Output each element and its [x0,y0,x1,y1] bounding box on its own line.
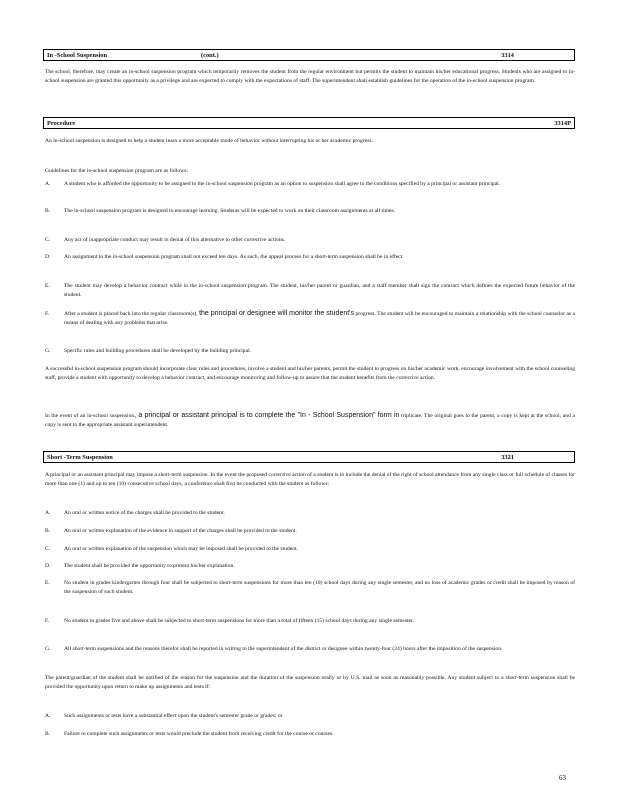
short-term-item [45,617,575,626]
item-key: A. [45,181,51,187]
guideline-item [45,180,575,189]
guideline-item [45,207,575,216]
short-term-item [45,527,575,536]
item-key: B. [45,208,51,214]
section-number: 3314 [501,52,514,59]
section-title: In -School Suspension [47,52,108,59]
item-text: The student may develop a behavior contract while in the in-school suspension program. The student, his/her parent or guardian, and a staff member shall sign the contract which defines the expected future behavior of the student. [64,283,575,298]
final-item [45,712,575,721]
section-header-short-term-suspension [43,451,575,463]
item-text: An oral or written explanation of the evidence in support of the charges shall be provided to the student. [64,528,297,534]
item-text [64,310,575,327]
item-text: Specific rules and building procedures shall be developed by the building principal. [64,348,252,354]
event-paragraph [45,412,575,429]
short-term-item [45,645,575,654]
item-text-part: progress. The student will be encouraged to maintain a relationship with the school counselor as a means of dealing with any problems that arise. [64,311,575,326]
item-key: F. [45,618,50,624]
item-key: G. [45,646,51,652]
item-text: An oral or written explanation of the suspension which may be imposed shall be provided to the student. [64,546,298,552]
item-text: Such assignments or tests have a substantial effect upon the student's semester grade or grades; or [64,713,283,719]
section-title: Procedure [47,120,76,127]
procedure-intro: An in-school suspension is designed to help a student learn a more acceptable mode of behavior without interrupting his or her academic progress. [45,138,373,144]
item-text: No student in grades five and above shall be subjected to short-term suspensions for more than a total of fifteen (15) school days during any single semester. [64,618,414,624]
section-number: 3314P [554,120,571,127]
item-text: Failure to complete such assignments or tests would preclude the student from receiving credit for the course or courses. [64,731,334,737]
short-term-item [45,545,575,554]
item-key: C. [45,546,51,552]
guideline-item [45,310,575,327]
section-header-in-school-suspension [43,49,575,61]
short-term-intro: A principal or an assistant principal may impose a short-term suspension. In the event the proposed corrective action of a student is to include the denial of the right of school attendance from any single class or full schedule of classes for more than one (1) and up to ten (10) consecutive school days, a conference shall first be conducted with the student as follows: [45,472,575,487]
event-text-c: triplicate. The original goes to the parent, a copy is kept at the school, and a copy is sent to the appropriate assistant superintendent. [45,413,575,428]
item-key: B. [45,528,51,534]
event-text-b: , a principal or assistant principal is to complete the "In - School Suspension" form in [134,412,400,419]
guideline-item [45,282,575,299]
page-number: 63 [559,774,566,782]
item-key: A. [45,713,51,719]
guidelines-intro: Guidelines for the in-school suspension program are as follows: [45,168,188,174]
final-item [45,730,575,739]
item-key: E. [45,580,50,586]
successful-paragraph: A successful in-school suspension program should incorporate clear rules and procedures, involve a student and his/her parents, permit the student to progress on his/her academic work, encourage involvement with the school counseling staff, provide a student with opportunity to develop a behavior contract, and encourage monitoring and follow-up to assure that the student benefits from the corrective action. [45,366,575,381]
item-text: The in-school suspension program is designed to encourage learning. Students will be expected to work on their classroom assignments at all times. [64,208,396,214]
section-title: Short -Term Suspension [47,454,113,461]
item-key: E. [45,283,50,289]
parent-notice-paragraph: The parent/guardian of the student shall be notified of the reason for the suspension and the duration of the suspension orally or by U.S. mail as soon as reasonably possible. Any student subject to a short-term suspension shall be provided the opportunity upon return to make up assignments and tests if: [45,675,575,690]
guideline-item [45,347,575,356]
item-text: An oral or written notice of the charges shall be provided to the student. [64,510,225,516]
item-text-emphasis: the principal or designee will monitor the student's [199,310,355,317]
short-term-item [45,579,575,596]
item-text: The student shall be provided the opportunity to present his/her explanation. [64,563,235,569]
item-key: C. [45,237,51,243]
item-key: A. [45,510,51,516]
event-text-a: In the event of an in-school suspension [45,413,135,419]
item-key: G. [45,348,51,354]
item-key: D. [45,254,51,260]
item-text: All short-term suspensions and the reasons therefor shall be reported in writing to the superintendent of the district or designee within twenty-four (24) hours after the imposition of the suspension. [64,646,503,652]
intro-paragraph: The school, therefore, may create an in-school suspension program which temporarily removes the student from the regular environment but permits the student to maintain his/her educational progress. Students who are assigned to in-school suspension are granted this opportunity as a privilege and are expected to comply with the expectations of staff. The superintendent shall establish guidelines for the operation of the in-school suspension program. [45,69,575,84]
item-key: F. [45,311,50,317]
item-text: An assignment to the in-school suspension program shall not exceed ten days. As such, the appeal process for a short-term suspension shall be in effect. [64,254,404,260]
section-number: 3321 [501,454,514,461]
section-header-procedure [43,117,575,129]
item-key: B. [45,731,51,737]
section-cont: (cont.) [201,52,219,59]
short-term-item [45,562,575,571]
item-text: A student who is afforded the opportunity to be assigned to the in-school suspension program as an option to suspension shall agree to the conditions specified by a principal or assistant principal. [64,181,501,187]
item-text: Any act of inappropriate conduct may result in denial of this alternative to other corrective actions. [64,237,286,243]
item-key: D. [45,563,51,569]
item-text-part: After a student is placed back into the regular classroom(s), [64,311,198,317]
item-text: No student in grades kindergarten through four shall be subjected to short-term suspensions for more than ten (10) school days during any single semester, and no loss of academic grades or credit shall be imposed by reason of the suspension of such student. [64,580,575,595]
guideline-item [45,236,575,245]
guideline-item [45,253,575,262]
short-term-item [45,509,575,518]
